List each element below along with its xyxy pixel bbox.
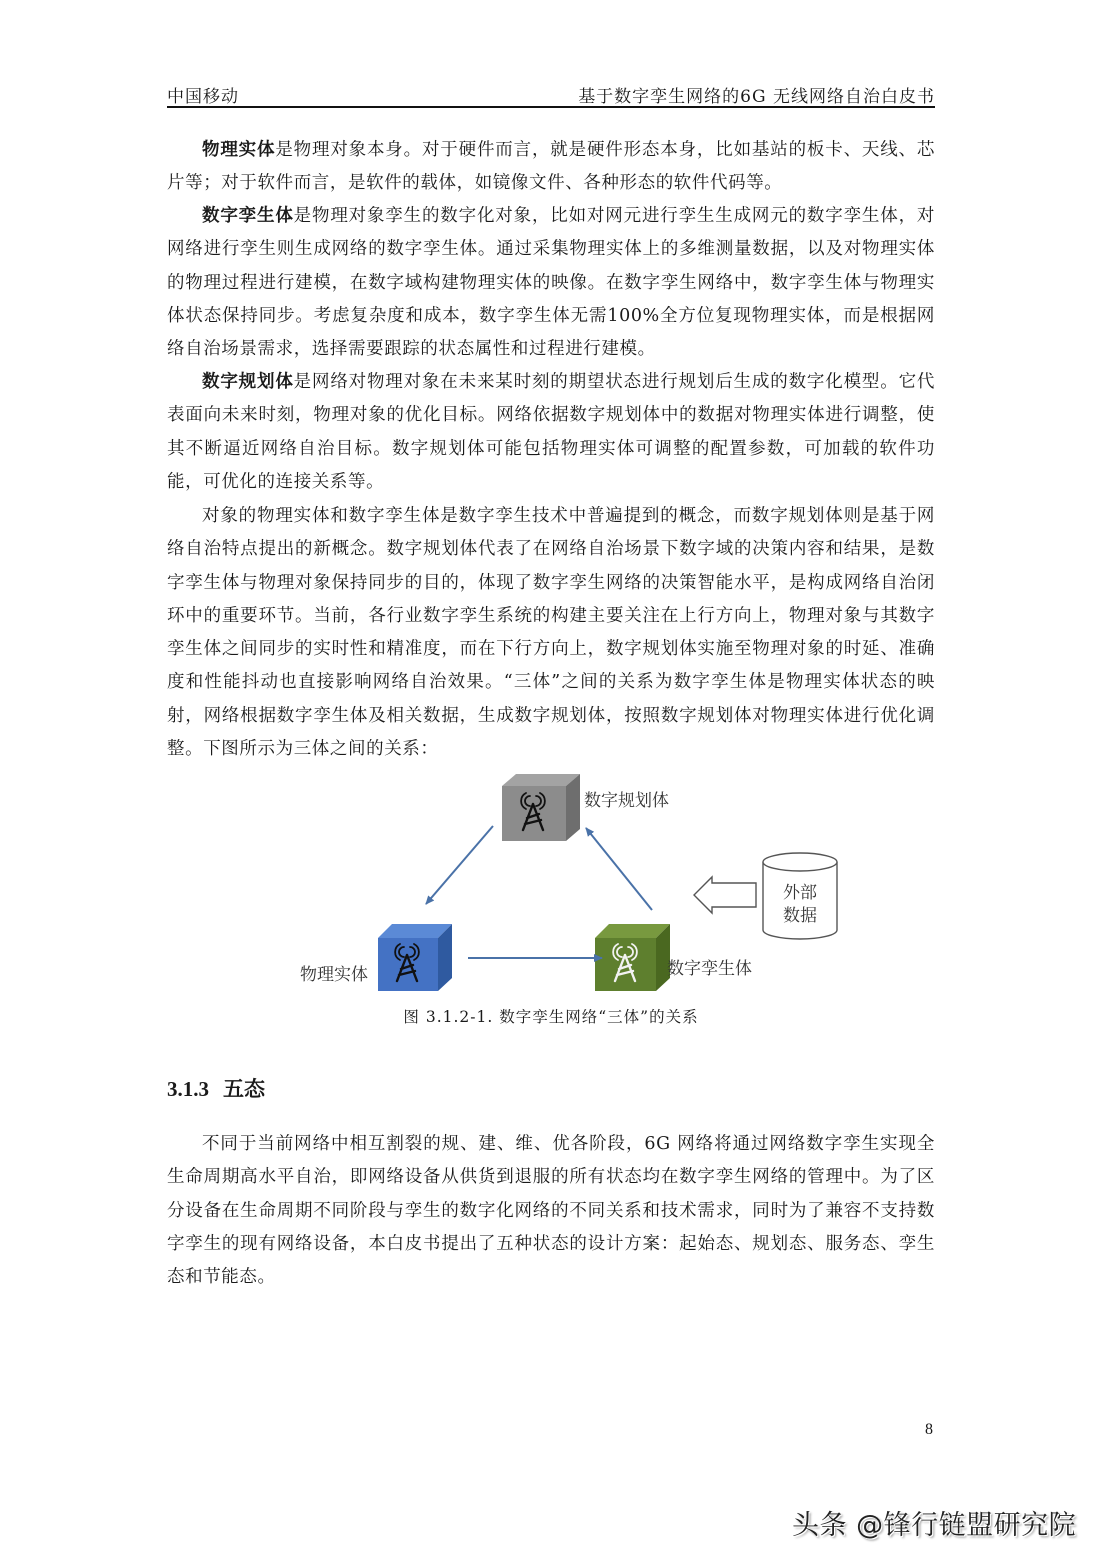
physical-label: 物理实体 [300, 965, 368, 985]
arrow-twin-to-plan [586, 828, 652, 910]
paragraph-three-bodies: 对象的物理实体和数字孪生体是数字孪生技术中普遍提到的概念，而数字规划体则是基于网络自治特点提出的新概念。数字规划体代表了在网络自治场景下数字域的决策内容和结果，是数字孪生体与物理对象保持同步的目的，体现了数字孪生网络的决策智能水平，是构成网络自治闭环中的重要环节。当前，各行业数字孪生系统的构建主要关注在上行方向上，物理对象与其数字孪生体之间同步的实时性和精准度，而在下行方向上，数字规划体实施至物理对象的时延、准确度和性能抖动也直接影响网络自治效果。“三体”之间的关系为数字孪生体是物理实体状态的映射，网络根据数字孪生体及相关数据，生成数字规划体，按照数字规划体对物理实体进行优化调整。下图所示为三体之间的关系： [167, 506, 935, 760]
paragraph-five-states: 不同于当前网络中相互割裂的规、建、维、优各阶段，6G 网络将通过网络数字孪生实现全生命周期高水平自治，即网络设备从供货到退服的所有状态均在数字孪生网络的管理中。为了区分设备在生命周期不同阶段与孪生的数字化网络的不同关系和技术需求，同时为了兼容不支持数字孪生的现有网络设备，本白皮书提出了五种状态的设计方案：起始态、规划态、服务态、孪生态和节能态。 [167, 1134, 935, 1288]
header-org: 中国移动 [167, 87, 239, 107]
external-data-label-2: 数据 [783, 906, 817, 926]
paragraph-physical-entity: 物理实体是物理对象本身。对于硬件而言，就是硬件形态本身，比如基站的板卡、天线、芯片等；对于软件而言，是软件的载体，如镜像文件、各种形态的软件代码等。 [167, 140, 935, 194]
paragraph-digital-plan: 数字规划体是网络对物理对象在未来某时刻的期望状态进行规划后生成的数字化模型。它代表面向未来时刻，物理对象的优化目标。网络依据数字规划体中的数据对物理实体进行调整，使其不断逼近网络自治目标。数字规划体可能包括物理实体可调整的配置参数，可加载的软件功能，可优化的连接关系等。 [167, 372, 935, 492]
figure-caption: 图 3.1.2-1. 数字孪生网络“三体”的关系 [403, 1008, 699, 1026]
header-doc-title: 基于数字孪生网络的6G 无线网络自治白皮书 [578, 87, 935, 107]
three-bodies-diagram [290, 770, 850, 1030]
twin-cube [595, 924, 670, 991]
section-number: 3.1.3 [167, 1077, 209, 1101]
planning-label: 数字规划体 [584, 791, 669, 811]
external-data-arrow [694, 877, 756, 913]
term-digital-plan: 数字规划体 [202, 372, 294, 392]
page-number: 8 [925, 1421, 933, 1438]
physical-cube [378, 924, 452, 991]
term-physical-entity: 物理实体 [202, 140, 276, 160]
external-data-label-1: 外部 [783, 883, 817, 903]
section-heading [167, 1073, 265, 1103]
twin-label: 数字孪生体 [667, 959, 752, 979]
watermark: 头条 @锋行链盟研究院 [792, 1510, 1077, 1541]
section-title: 五态 [223, 1077, 265, 1101]
planning-cube [502, 774, 580, 841]
arrow-plan-to-physical [426, 826, 493, 904]
paragraph-digital-twin: 数字孪生体是物理对象孪生的数字化对象，比如对网元进行孪生生成网元的数字孪生体，对网络进行孪生则生成网络的数字孪生体。通过采集物理实体上的多维测量数据，以及对物理实体的物理过程进行建模，在数字域构建物理实体的映像。在数字孪生网络中，数字孪生体与物理实体状态保持同步。考虑复杂度和成本，数字孪生体无需100%全方位复现物理实体，而是根据网络自治场景需求，选择需要跟踪的状态属性和过程进行建模。 [167, 206, 935, 360]
page-header [167, 80, 935, 108]
term-digital-twin: 数字孪生体 [202, 206, 294, 226]
